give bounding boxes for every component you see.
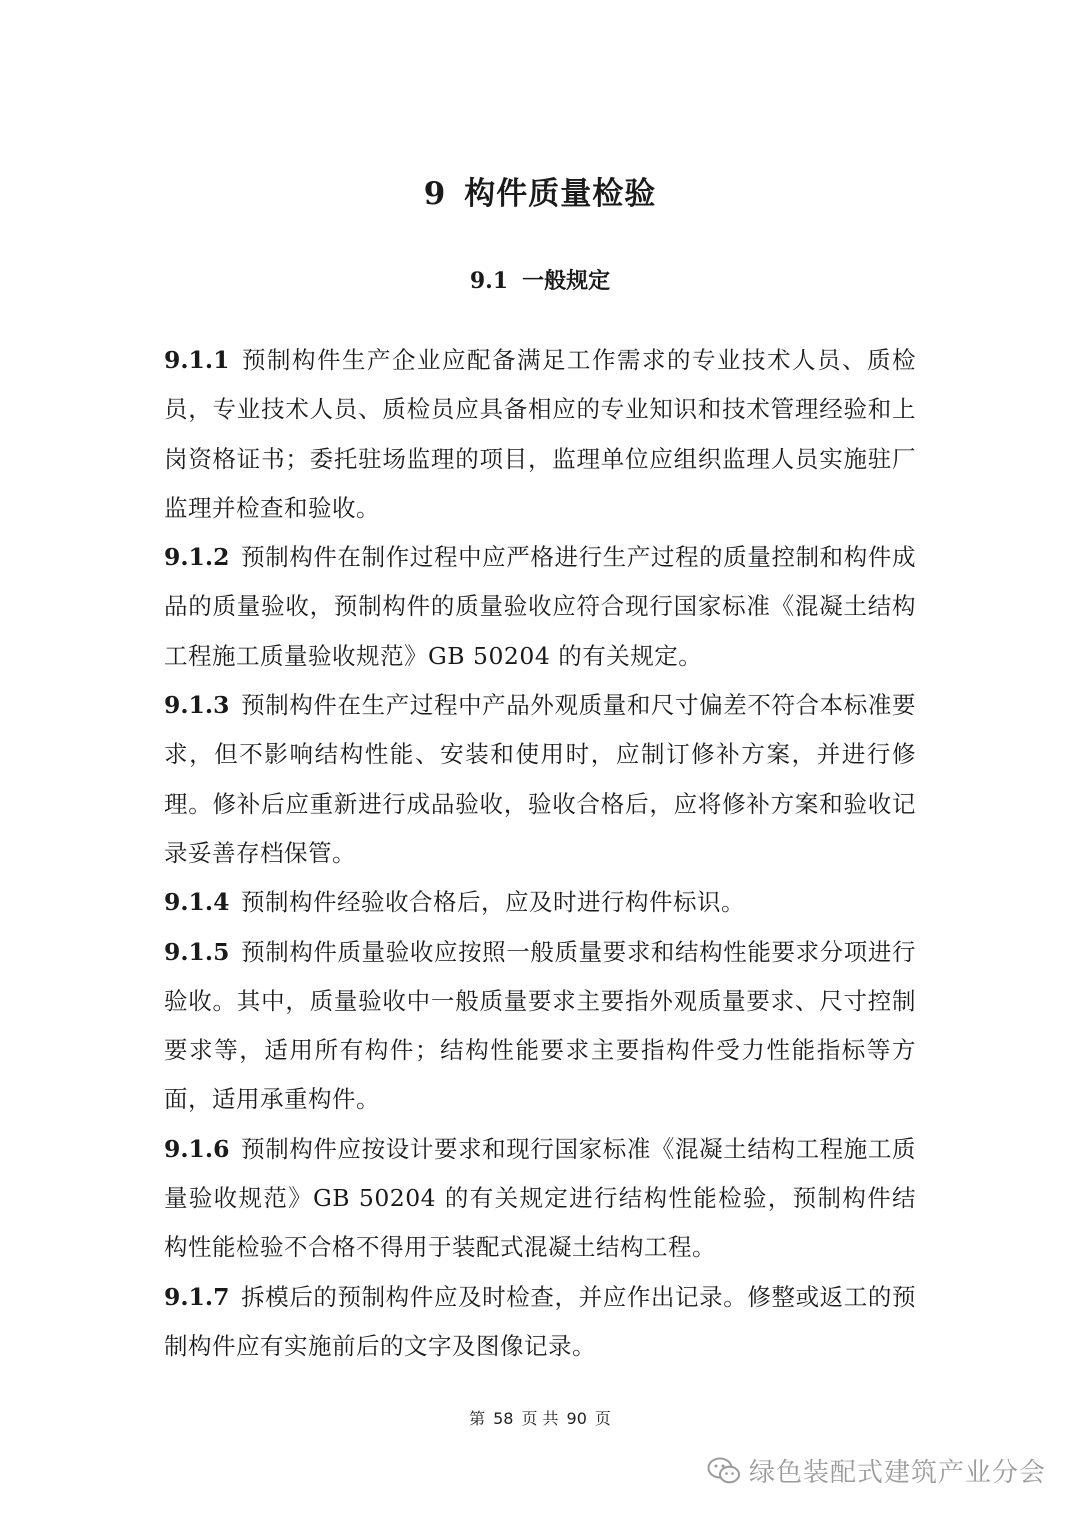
clause-text: 预制构件在制作过程中应严格进行生产过程的质量控制和构件成品的质量验收，预制构件的质量验收应符合现行国家标准《混凝土结构工程施工质量验收规范》GB 50204 的有关规定。 [164,543,916,670]
footer-prefix: 第 [469,1409,486,1428]
clause-number: 9.1.2 [164,543,230,572]
clause-9-1-6 [164,1125,916,1273]
clause-number: 9.1.3 [164,691,230,720]
watermark [707,1452,1046,1489]
watermark-text: 绿色装配式建筑产业分会 [748,1458,1046,1488]
clause-number: 9.1.1 [164,346,230,374]
clause-text: 预制构件应按设计要求和现行国家标准《混凝土结构工程施工质量验收规范》GB 50204 的有关规定进行结构性能检验，预制构件结构性能检验不合格不得用于装配式混凝土结构工程。 [164,1134,916,1262]
footer-total-pages: 90 [566,1409,587,1428]
clause-9-1-4 [164,878,916,927]
clause-number: 9.1.5 [164,937,230,966]
section-number: 9.1 [469,268,509,294]
section-title [0,264,1080,295]
chapter-title-text: 构件质量检验 [464,176,657,212]
page-footer [0,1406,1080,1429]
clause-9-1-7 [164,1273,916,1372]
clause-number: 9.1.4 [164,888,230,917]
clause-list [164,336,916,1371]
clause-text: 预制构件生产企业应配备满足工作需求的专业技术人员、质检员，专业技术人员、质检员应具备相应的专业知识和技术管理经验和上岗资格证书；委托驻场监理的项目，监理单位应组织监理人员实施驻厂监理并检查和验收。 [164,346,916,522]
footer-middle: 页 共 [521,1409,559,1428]
footer-page-number: 58 [493,1409,514,1428]
chapter-number: 9 [423,176,447,212]
clause-text: 预制构件在生产过程中产品外观质量和尺寸偏差不符合本标准要求，但不影响结构性能、安装和使用时，应制订修补方案，并进行修理。修补后应重新进行成品验收，验收合格后，应将修补方案和验收记录妥善存档保管。 [164,691,916,867]
chapter-title [0,168,1080,213]
clause-number: 9.1.6 [164,1134,230,1163]
clause-9-1-1 [164,336,916,533]
clause-text: 预制构件质量验收应按照一般质量要求和结构性能要求分项进行验收。其中，质量验收中一般质量要求主要指外观质量要求、尺寸控制要求等，适用所有构件；结构性能要求主要指构件受力性能指标等方面，适用承重构件。 [164,937,916,1114]
clause-text: 预制构件经验收合格后，应及时进行构件标识。 [241,888,745,917]
section-title-text: 一般规定 [522,268,611,294]
clause-text: 拆模后的预制构件应及时检查，并应作出记录。修整或返工的预制构件应有实施前后的文字及图像记录。 [164,1282,916,1360]
wechat-icon [707,1457,741,1485]
clause-9-1-2 [164,533,916,681]
clause-9-1-3 [164,681,916,878]
footer-suffix: 页 [594,1409,611,1428]
clause-number: 9.1.7 [164,1282,230,1311]
clause-9-1-5 [164,928,916,1125]
